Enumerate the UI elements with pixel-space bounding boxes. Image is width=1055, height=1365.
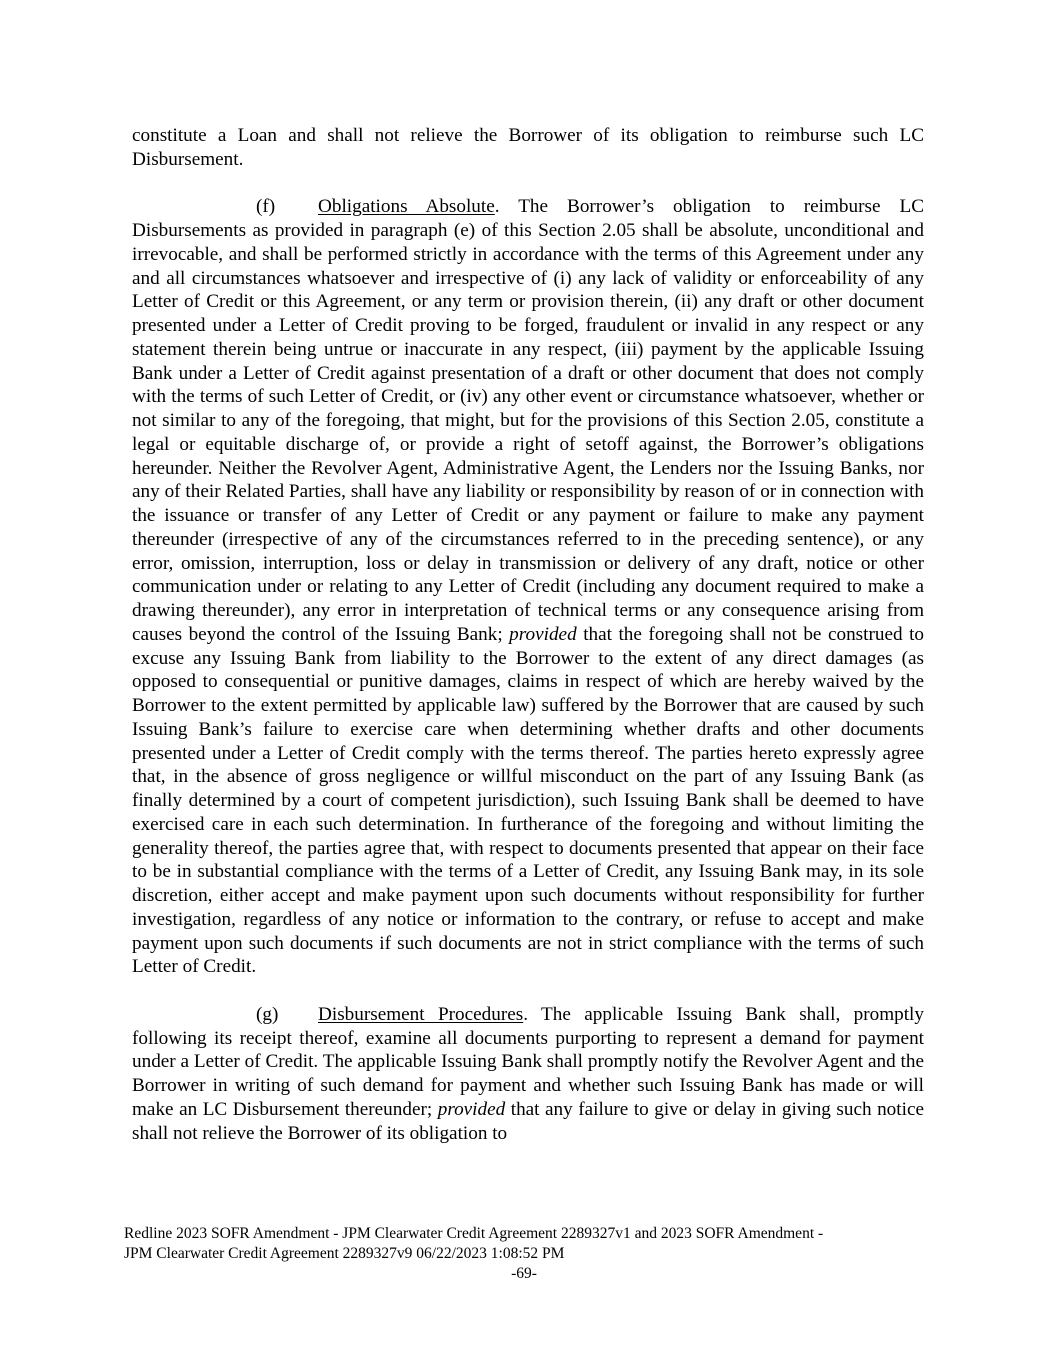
paragraph-f-obligations-absolute — [132, 195, 924, 979]
page-number: -69- — [511, 1265, 537, 1282]
footer-document-id-line-1: Redline 2023 SOFR Amendment - JPM Clearwater Credit Agreement 2289327v1 and 2023 SOFR Amendment - — [124, 1225, 824, 1242]
paragraph-f-text-a: . The Borrower’s obligation to reimburse LC Disbursements as provided in paragraph (e) of this Section 2.05 shall be absolute, unconditional and irrevocable, and shall be performed strictly in accordance with the terms of this Agreement under any and all circumstances whatsoever and irrespective of (i) any lack of validity or enforceability of any Letter of Credit or this Agreement, or any term or provision therein, (ii) any draft or other document presented under a Letter of Credit proving to be forged, fraudulent or invalid in any respect or any statement therein being untrue or inaccurate in any respect, (iii) payment by the applicable Issuing Bank under a Letter of Credit against presentation of a draft or other document that does not comply with the terms of such Letter of Credit, or (iv) any other event or circumstance whatsoever, whether or not similar to any of the foregoing, that might, but for the provisions of this Section 2.05, constitute a legal or equitable discharge of, or provide a right of setoff against, the Borrower’s obligations hereunder. Neither the Revolver Agent, Administrative Agent, the Lenders nor the Issuing Banks, nor any of their Related Parties, shall have any liability or responsibility by reason of or in connection with the issuance or transfer of any Letter of Credit or any payment or failure to make any payment thereunder (irrespective of any of the circumstances referred to in the preceding sentence), or any error, omission, interruption, loss or delay in transmission or delivery of any draft, notice or other communication under or relating to any Letter of Credit (including any document required to make a drawing thereunder), any error in interpretation of technical terms or any consequence arising from causes beyond the control of the Issuing Bank; — [132, 196, 925, 645]
paragraph-f-heading: Obligations Absolute — [318, 196, 495, 218]
paragraph-g-label: (g) — [256, 1003, 279, 1025]
paragraph-f-label: (f) — [256, 196, 276, 218]
continuation-paragraph — [132, 124, 924, 172]
paragraph-g-disbursement-procedures — [132, 1003, 924, 1146]
paragraph-g-text-a: . The applicable Issuing Bank shall, promptly following its receipt thereof, examine all documents purporting to represent a demand for payment under a Letter of Credit. The applicable Issuing Bank shall promptly notify the Revolver Agent and the Borrower in writing of such demand for payment and whether such Issuing Bank has made or will make an LC Disbursement thereunder; — [132, 1003, 924, 1120]
paragraph-g-emphasis: provided — [437, 1098, 506, 1120]
paragraph-g-text-b: that any failure to give or delay in giving such notice shall not relieve the Borrower of its obligation to — [132, 1098, 924, 1144]
paragraph-g-heading: Disbursement Procedures — [318, 1003, 524, 1025]
page-footer — [124, 1224, 924, 1284]
paragraph-f-emphasis: provided — [509, 623, 577, 645]
page-body — [132, 124, 924, 1145]
paragraph-f-text-b: that the foregoing shall not be construed to excuse any Issuing Bank from liability to the Borrower to the extent of any direct damages (as opposed to consequential or punitive damages, claims in respect of which are hereby waived by the Borrower to the extent permitted by applicable law) suffered by the Borrower that are caused by such Issuing Bank’s failure to exercise care when determining whether drafts and other documents presented under a Letter of Credit comply with the terms thereof. The parties hereto expressly agree that, in the absence of gross negligence or willful misconduct on the part of any Issuing Bank (as finally determined by a court of competent jurisdiction), such Issuing Bank shall be deemed to have exercised care in each such determination. In furtherance of the foregoing and without limiting the generality thereof, the parties agree that, with respect to documents presented that appear on their face to be in substantial compliance with the terms of a Letter of Credit, any Issuing Bank may, in its sole discretion, either accept and make payment upon such documents without responsibility for further investigation, regardless of any notice or information to the contrary, or refuse to accept and make payment upon such documents if such documents are not in strict compliance with the terms of such Letter of Credit. — [132, 623, 924, 978]
continuation-text: constitute a Loan and shall not relieve the Borrower of its obligation to reimburse such LC Disbursement. — [132, 125, 924, 170]
footer-document-id-line-2: JPM Clearwater Credit Agreement 2289327v9 06/22/2023 1:08:52 PM — [124, 1245, 565, 1262]
